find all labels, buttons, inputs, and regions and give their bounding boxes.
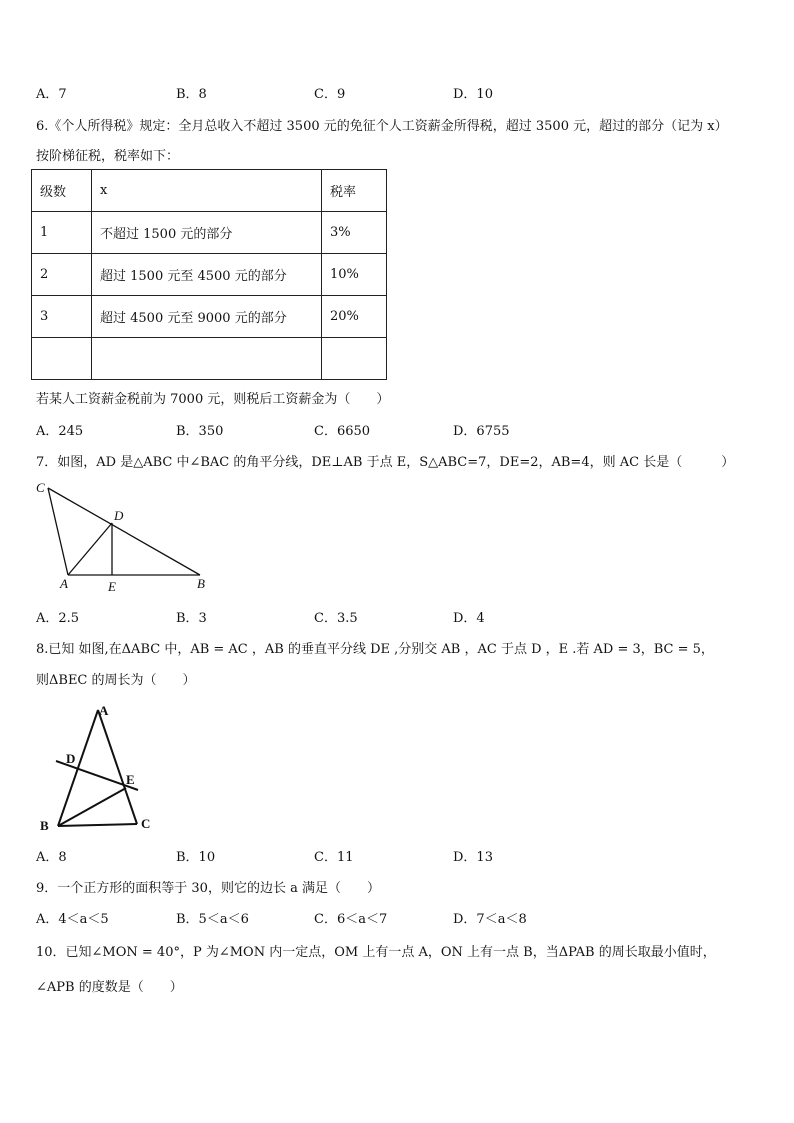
q6-option-c: C．6650 [314, 424, 371, 439]
table-header-row [32, 170, 387, 212]
table-row [32, 296, 387, 338]
q5-option-a: A．7 [36, 87, 67, 102]
table-header-cell: 税率 [322, 170, 387, 212]
q7-label-b: B [197, 576, 205, 591]
q8-option-d: D．13 [453, 850, 493, 865]
q9-option-d: D．7＜a＜8 [453, 912, 527, 927]
table-cell: 3% [322, 212, 387, 254]
q8-label-b: B [40, 818, 49, 833]
q8-option-a: A．8 [36, 850, 67, 865]
q9-stem: 9．一个正方形的面积等于 30，则它的边长 a 满足（ ） [36, 881, 380, 896]
table-header-cell: x [92, 170, 322, 212]
q7-label-e: E [108, 579, 116, 594]
table-cell [92, 338, 322, 380]
q9-option-c: C．6＜a＜7 [314, 912, 388, 927]
table-cell [32, 338, 92, 380]
q8-segment-ac [98, 710, 137, 824]
q9-option-a: A．4＜a＜5 [36, 912, 109, 927]
q8-stem-line1: 8.已知 如图,在ΔABC 中，AB = AC ，AB 的垂直平分线 DE ,分别交 AB ，AC 于点 D ，E .若 AD = 3，BC = 5， [36, 642, 714, 657]
q7-triangle-figure [30, 478, 220, 598]
q8-label-a: A [99, 703, 109, 718]
table-row [32, 212, 387, 254]
q8-label-d: D [66, 751, 76, 766]
q7-option-c: C．3.5 [314, 611, 358, 626]
q8-label-e: E [126, 772, 135, 787]
q8-triangle-figure [36, 698, 166, 836]
q6-question: 若某人工资薪金税前为 7000 元，则税后工资薪金为（ ） [36, 392, 390, 407]
q8-label-c: C [141, 816, 151, 831]
q7-segment-ad [68, 523, 112, 575]
table-cell: 1 [32, 212, 92, 254]
table-cell: 20% [322, 296, 387, 338]
q9-option-b: B．5＜a＜6 [176, 912, 249, 927]
table-cell [322, 338, 387, 380]
table-cell: 超过 1500 元至 4500 元的部分 [92, 254, 322, 296]
q8-stem-line2: 则ΔBEC 的周长为（ ） [36, 673, 196, 688]
q8-segment-bc [58, 824, 137, 826]
q6-stem-line2: 按阶梯征税，税率如下： [36, 149, 180, 164]
q10-stem-line1: 10．已知∠MON = 40°，P 为∠MON 内一定点，OM 上有一点 A，ON 上有一点 B，当ΔPAB 的周长取最小值时， [36, 945, 716, 960]
tax-rate-table [31, 169, 387, 380]
table-cell: 10% [322, 254, 387, 296]
q6-stem-line1: 6.《个人所得税》规定：全月总收入不超过 3500 元的免征个人工资薪金所得税，超过 3500 元，超过的部分（记为 x） [36, 119, 728, 134]
q10-stem-line2: ∠APB 的度数是（ ） [36, 980, 183, 995]
q8-option-c: C．11 [314, 850, 354, 865]
q7-segment-cb [48, 488, 200, 575]
q5-option-c: C．9 [314, 87, 346, 102]
q7-segment-ca [48, 488, 68, 575]
table-cell: 2 [32, 254, 92, 296]
table-cell: 超过 4500 元至 9000 元的部分 [92, 296, 322, 338]
q8-option-b: B．10 [176, 850, 216, 865]
q7-option-a: A．2.5 [36, 611, 80, 626]
table-header-cell: 级数 [32, 170, 92, 212]
q6-option-b: B．350 [176, 424, 224, 439]
q5-option-d: D．10 [453, 87, 493, 102]
table-row [32, 338, 387, 380]
q7-label-d: D [114, 508, 124, 523]
q7-option-b: B．3 [176, 611, 207, 626]
q7-label-a: A [60, 576, 68, 591]
q7-stem: 7．如图，AD 是△ABC 中∠BAC 的角平分线，DE⊥AB 于点 E，S△ABC=7，DE=2，AB=4，则 AC 长是（ ） [36, 455, 735, 470]
q5-option-b: B．8 [176, 87, 207, 102]
table-cell: 不超过 1500 元的部分 [92, 212, 322, 254]
table-row [32, 254, 387, 296]
q6-option-d: D．6755 [453, 424, 510, 439]
table-cell: 3 [32, 296, 92, 338]
q7-label-c: C [36, 480, 45, 495]
q6-option-a: A．245 [36, 424, 84, 439]
q7-option-d: D．4 [453, 611, 485, 626]
